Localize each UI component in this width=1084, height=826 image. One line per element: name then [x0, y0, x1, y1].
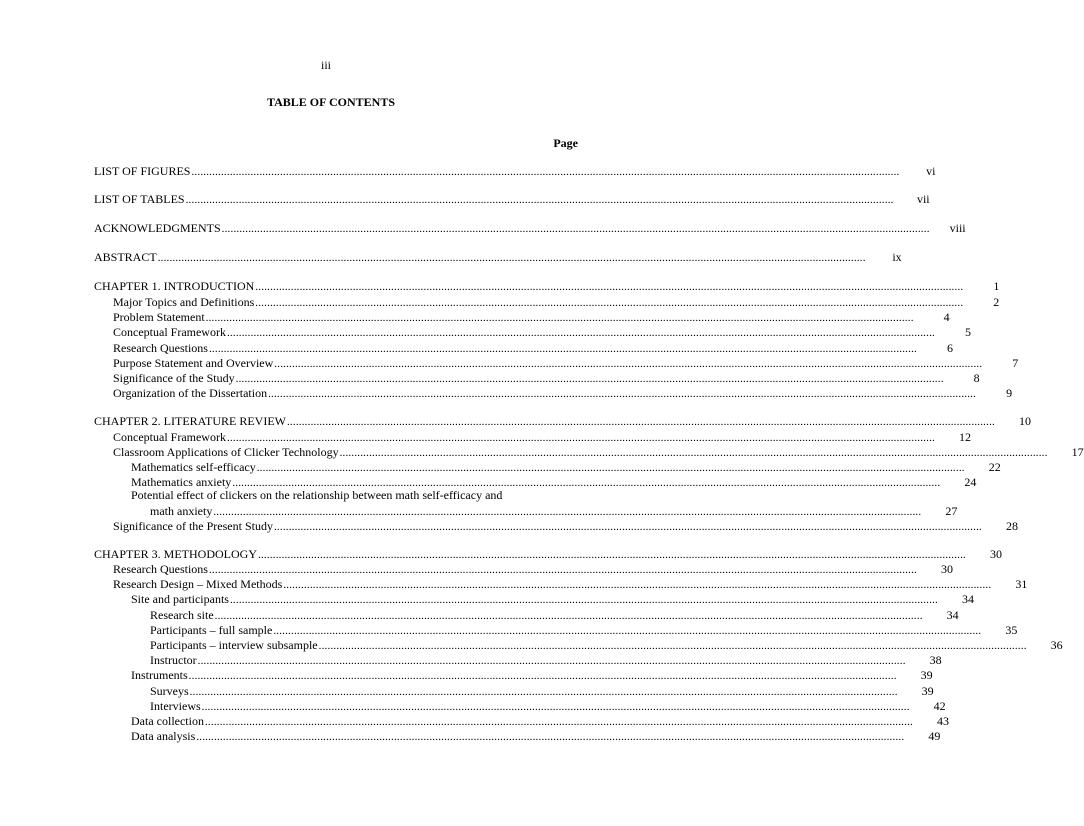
toc-entry[interactable]	[94, 249, 902, 265]
toc-entry-title: Classroom Applications of Clicker Technology	[113, 445, 339, 459]
toc-entry-page: 30	[990, 547, 1002, 561]
toc-entry-page: 7	[1012, 356, 1019, 370]
dot-leader: ................................................................................................................................................................................................................................................	[273, 521, 982, 533]
dot-leader: ................................................................................................................................................................................................................................................	[189, 686, 898, 698]
toc-entry-page: 34	[961, 592, 974, 606]
toc-entry-title: Data analysis	[131, 729, 196, 743]
dot-leader: ................................................................................................................................................................................................................................................	[273, 625, 982, 637]
dot-leader: ................................................................................................................................................................................................................................................	[318, 640, 1027, 652]
toc-entry-title: math anxiety	[150, 504, 213, 518]
dot-leader: ................................................................................................................................................................................................................................................	[256, 462, 965, 474]
toc-entry[interactable]	[94, 191, 930, 207]
toc-entry-page: vi	[926, 164, 936, 178]
toc-entry[interactable]	[94, 355, 1019, 371]
toc-entry-title: Significance of the Study	[113, 371, 235, 385]
dot-leader: ................................................................................................................................................................................................................................................	[208, 343, 917, 355]
toc-entry[interactable]	[94, 385, 1013, 401]
toc-entry-page: 22	[988, 460, 1001, 474]
toc-entry-title: Conceptual Framework	[113, 430, 226, 444]
toc-entry-page: ix	[892, 250, 902, 264]
toc-entry-page: 8	[973, 371, 980, 385]
toc-entry[interactable]	[94, 429, 971, 445]
dot-leader: ................................................................................................................................................................................................................................................	[232, 477, 941, 489]
toc-entry-title: LIST OF TABLES	[94, 192, 185, 206]
toc-entry-page: 31	[1015, 577, 1028, 591]
toc-entry-title: CHAPTER 2. LITERATURE REVIEW	[94, 414, 286, 428]
dot-leader: ................................................................................................................................................................................................................................................	[235, 373, 944, 385]
toc-entry[interactable]	[94, 413, 1031, 429]
dot-leader: ................................................................................................................................................................................................................................................	[196, 731, 905, 743]
dot-leader: ................................................................................................................................................................................................................................................	[221, 223, 930, 235]
toc-entry-title: Instructor	[150, 653, 197, 667]
dot-leader: ................................................................................................................................................................................................................................................	[188, 670, 897, 682]
toc-entry-title: CHAPTER 1. INTRODUCTION	[94, 279, 255, 293]
toc-entry[interactable]	[94, 294, 1000, 310]
dot-leader: ................................................................................................................................................................................................................................................	[157, 252, 866, 264]
toc-entry-page: 30	[940, 562, 953, 576]
toc-entry-page: 4	[943, 310, 950, 324]
dot-leader: ................................................................................................................................................................................................................................................	[286, 416, 995, 428]
toc-entry-title: Site and participants	[131, 592, 229, 606]
dot-leader: ................................................................................................................................................................................................................................................	[204, 716, 913, 728]
toc-entry-page: 6	[946, 341, 953, 355]
toc-entry-title: Significance of the Present Study	[113, 519, 273, 533]
dot-leader: ................................................................................................................................................................................................................................................	[274, 358, 983, 370]
page-title: TABLE OF CONTENTS	[266, 95, 396, 109]
toc-entry[interactable]	[94, 561, 953, 577]
toc-entry-title: Research Design – Mixed Methods	[113, 577, 283, 591]
dot-leader: ................................................................................................................................................................................................................................................	[255, 297, 964, 309]
toc-entry-title: LIST OF FIGURES	[94, 164, 191, 178]
toc-entry[interactable]	[94, 607, 959, 623]
toc-entry-page: 36	[1050, 638, 1063, 652]
toc-entry-page: 12	[958, 430, 971, 444]
toc-entry[interactable]	[94, 622, 1018, 638]
dot-leader: ................................................................................................................................................................................................................................................	[213, 506, 922, 518]
toc-entry-page: 2	[993, 295, 1000, 309]
toc-entry-page: 42	[933, 699, 946, 713]
toc-entry-title: Organization of the Dissertation	[113, 386, 268, 400]
toc-entry-page: 34	[946, 608, 959, 622]
toc-entry-title: ABSTRACT	[94, 250, 157, 264]
toc-entry[interactable]	[94, 220, 966, 236]
dot-leader: ................................................................................................................................................................................................................................................	[283, 579, 992, 591]
toc-entry-title: Research Questions	[113, 562, 208, 576]
dot-leader: ................................................................................................................................................................................................................................................	[185, 194, 894, 206]
page-number: iii	[320, 58, 331, 72]
toc-entry-title: Major Topics and Definitions	[113, 295, 255, 309]
toc-entry-title: Participants – interview subsample	[150, 638, 318, 652]
dot-leader: ................................................................................................................................................................................................................................................	[268, 388, 977, 400]
dot-leader: ................................................................................................................................................................................................................................................	[197, 655, 906, 667]
toc-entry[interactable]	[94, 444, 1084, 460]
toc-entry[interactable]	[94, 459, 1001, 475]
toc-entry-page: 24	[964, 475, 977, 489]
dot-leader: ................................................................................................................................................................................................................................................	[208, 564, 917, 576]
toc-entry-page: 5	[964, 325, 971, 339]
toc-entry-title: Purpose Statement and Overview	[113, 356, 274, 370]
toc-entry-title: Conceptual Framework	[113, 325, 226, 339]
toc-entry-title: Mathematics anxiety	[131, 475, 232, 489]
toc-entry[interactable]	[94, 518, 1018, 534]
toc-entry[interactable]	[94, 546, 1002, 562]
toc-entry[interactable]	[94, 698, 946, 714]
toc-entry-page: 39	[920, 668, 933, 682]
dot-leader: ................................................................................................................................................................................................................................................	[258, 549, 966, 561]
dot-leader: ................................................................................................................................................................................................................................................	[229, 594, 938, 606]
toc-entry-title: Data collection	[131, 714, 204, 728]
toc-entry[interactable]	[94, 324, 971, 340]
toc-entry[interactable]	[94, 683, 934, 699]
toc-entry[interactable]	[94, 637, 1063, 653]
toc-entry-page: 17	[1071, 445, 1084, 459]
dot-leader: ................................................................................................................................................................................................................................................	[226, 432, 935, 444]
toc-entry-page: vii	[916, 192, 930, 206]
toc-entry[interactable]	[94, 163, 936, 179]
dot-leader: ................................................................................................................................................................................................................................................	[201, 701, 910, 713]
toc-entry-page: 38	[929, 653, 942, 667]
toc-entry-page: 1	[993, 279, 1000, 293]
toc-entry-page: 27	[945, 504, 958, 518]
toc-entry[interactable]	[94, 576, 1028, 592]
toc-entry[interactable]	[94, 309, 950, 325]
page-column-header: Page	[553, 136, 578, 150]
toc-entry[interactable]	[94, 652, 942, 668]
toc-entry[interactable]	[94, 591, 974, 607]
toc-entry[interactable]	[94, 503, 958, 519]
toc-entry-title: Problem Statement	[113, 310, 205, 324]
toc-entry-title: Interviews	[150, 699, 201, 713]
toc-entry-title: Research site	[150, 608, 214, 622]
toc-entry-title: Participants – full sample	[150, 623, 273, 637]
dot-leader: ................................................................................................................................................................................................................................................	[214, 610, 923, 622]
toc-entry-page: viii	[949, 221, 966, 235]
toc-entry-title: Instruments	[131, 668, 188, 682]
toc-entry-page: 35	[1005, 623, 1018, 637]
toc-entry[interactable]	[94, 728, 941, 744]
toc-entry-page: 43	[936, 714, 949, 728]
toc-entry-page: 39	[921, 684, 934, 698]
toc-entry[interactable]	[94, 278, 1000, 294]
toc-entry-title: Surveys	[150, 684, 189, 698]
toc-entry-page: 10	[1018, 414, 1031, 428]
toc-entry-first-line: Potential effect of clickers on the relationship between math self-efficacy and	[131, 488, 503, 502]
toc-entry[interactable]	[94, 370, 980, 386]
toc-entry-title: CHAPTER 3. METHODOLOGY	[94, 547, 257, 561]
toc-entry-title: Research Questions	[113, 341, 208, 355]
toc-entry[interactable]	[94, 667, 933, 683]
toc-entry-page: 49	[928, 729, 941, 743]
toc-entry[interactable]	[94, 340, 953, 356]
dot-leader: ................................................................................................................................................................................................................................................	[255, 281, 964, 293]
dot-leader: ................................................................................................................................................................................................................................................	[205, 312, 914, 324]
toc-entry-page: 9	[1006, 386, 1013, 400]
toc-entry-page: 28	[1005, 519, 1018, 533]
dot-leader: ................................................................................................................................................................................................................................................	[191, 166, 900, 178]
dot-leader: ................................................................................................................................................................................................................................................	[339, 447, 1048, 459]
toc-entry-title: Mathematics self-efficacy	[131, 460, 256, 474]
dot-leader: ................................................................................................................................................................................................................................................	[226, 327, 935, 339]
toc-entry[interactable]	[94, 713, 949, 729]
toc-entry-title: ACKNOWLEDGMENTS	[94, 221, 221, 235]
